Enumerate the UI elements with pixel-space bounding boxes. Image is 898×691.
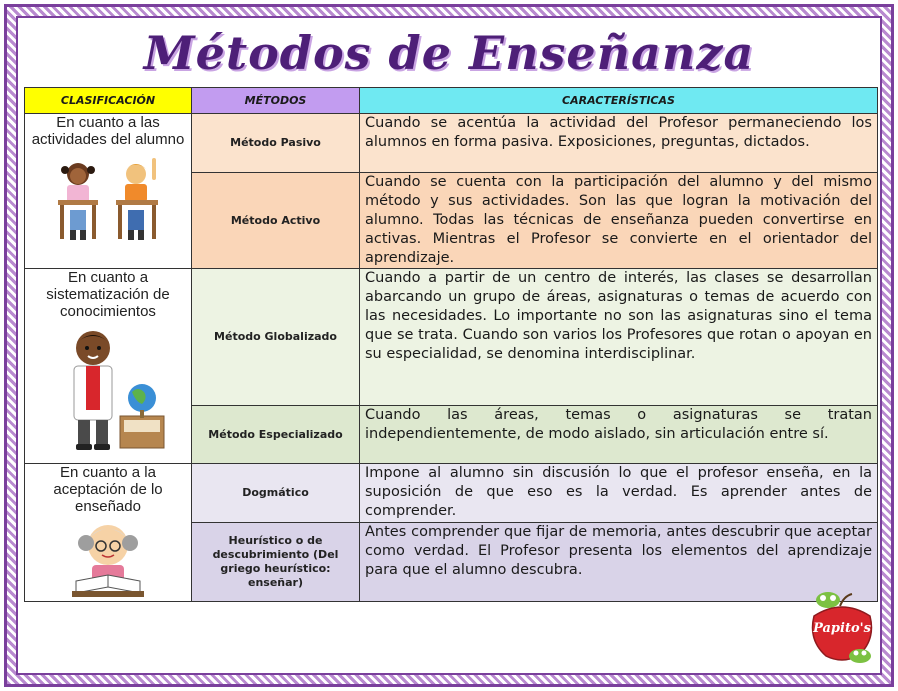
children-at-desks-illustration [48, 152, 168, 248]
method-name: Método Pasivo [192, 114, 360, 173]
table-row [25, 114, 878, 173]
method-name: Método Activo [192, 173, 360, 269]
frog-apple-logo [806, 590, 878, 666]
table-header-row [25, 88, 878, 114]
teacher-with-globe-illustration [48, 324, 168, 454]
table-row [25, 464, 878, 523]
method-description: Cuando las áreas, temas o asignaturas se tratan independientemente, de modo aislado, sin articulación entre sí. [360, 406, 878, 464]
header-metodos: MÉTODOS [192, 88, 360, 114]
classification-cell [25, 269, 192, 464]
method-description: Impone al alumno sin discusión lo que el profesor enseña, en la suposición de que eso es la verdad. Es aprender antes de comprender. [360, 464, 878, 523]
header-caracteristicas: CARACTERÍSTICAS [360, 88, 878, 114]
method-description: Antes comprender que fijar de memoria, antes descubrir que aceptar como verdad. El Profesor presenta los elementos del aprendizaje para que el alumno descubra. [360, 522, 878, 601]
classification-cell [25, 114, 192, 269]
classification-label: En cuanto a la aceptación de lo enseñado [53, 464, 163, 515]
header-clasificacion: CLASIFICACIÓN [25, 88, 192, 114]
classification-label: En cuanto a sistematización de conocimientos [46, 269, 170, 320]
method-description: Cuando a partir de un centro de interés, las clases se desarrollan abarcando un grupo de áreas, asignaturas o temas de acuerdo con las necesidades. Lo importante no son las asignaturas sino el tema que se trata. Cuando son varios los Profesores que rotan o apoyan en su especialidad, se denomina interdisciplinar. [360, 269, 878, 406]
page-title: Métodos de Enseñanza [143, 26, 755, 80]
method-description: Cuando se acentúa la actividad del Profesor permaneciendo los alumnos en forma pasiva. Exposiciones, preguntas, dictados. [360, 114, 878, 173]
method-name: Método Globalizado [192, 269, 360, 406]
table-row [25, 269, 878, 406]
classification-label: En cuanto a las actividades del alumno [31, 114, 185, 148]
method-description: Cuando se cuenta con la participación del alumno y del mismo método y sus actividades. Son las que logran la motivación del alumno. Todas las técnicas de enseñanza pueden convertirse en activas. Mientras el Profesor se convierte en el orientador del aprendizaje. [360, 173, 878, 269]
method-name: Método Especializado [192, 406, 360, 464]
classification-cell [25, 464, 192, 602]
logo-text: Papito's [813, 621, 871, 636]
method-name: Heurístico o de descubrimiento (Del griego heurístico: enseñar) [192, 522, 360, 601]
methods-table [24, 87, 878, 602]
method-name: Dogmático [192, 464, 360, 523]
frog-apple-logo-icon [806, 590, 878, 666]
child-reading-illustration [58, 519, 158, 601]
